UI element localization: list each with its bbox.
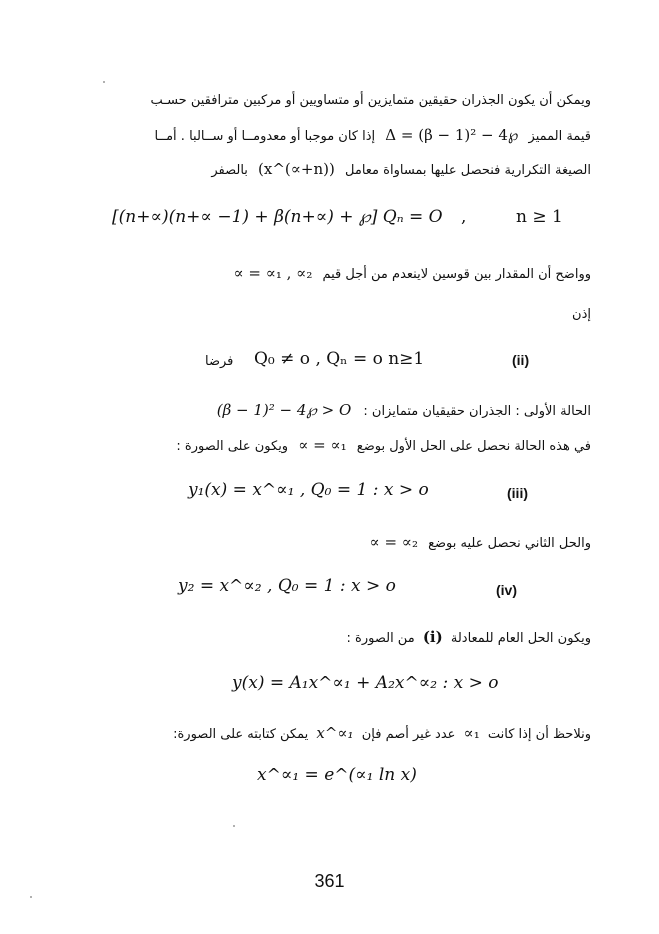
p1-line2-text: قيمة المميز — [528, 129, 591, 144]
paragraph-line-2 — [155, 126, 591, 144]
page-number: 361 — [314, 871, 345, 891]
note-line — [173, 724, 591, 742]
equation-ii-note: فرضا — [205, 354, 234, 369]
exponential-form-equation: x^∝₁ = e^(∝₁ ln x) — [257, 765, 417, 785]
scan-speck — [233, 825, 235, 827]
case-one-title: الحالة الأولى : الجذران حقيقيان متمايزان : — [363, 404, 591, 419]
equation-label-iii: (iii) — [507, 485, 528, 501]
scan-speck — [103, 81, 105, 83]
equation-iv: y₂ = x^∝₂ , Q₀ = 1 : x > o — [178, 576, 396, 596]
note-text-c: يمكن كتابته على الصورة: — [173, 727, 309, 742]
roots-text: وواضح أن المقدار بين قوسين لاينعدم من أجل قيم — [322, 267, 591, 282]
equation-label-iv: (iv) — [496, 582, 517, 598]
recurrence-separator: , — [461, 207, 467, 227]
equation-iii: y₁(x) = x^∝₁ , Q₀ = 1 : x > o — [188, 480, 429, 500]
discriminant-formula: Δ = (β − 1)² − 4℘ — [385, 126, 519, 144]
note-power: x^∝₁ — [316, 724, 354, 742]
scan-speck — [30, 896, 32, 898]
paragraph-line-3 — [211, 160, 591, 178]
note-text-b: عدد غير أصم فإن — [361, 727, 456, 742]
case-one-condition: (β − 1)² − 4℘ > O — [216, 401, 352, 419]
paragraph-line-1: ويمكن أن يكون الجذران حقيقين متمايزين أو متساويين أو مركبين مترافقين حسـب — [150, 93, 591, 108]
second-solution-alpha2: ∝ = ∝₂ — [369, 533, 418, 551]
general-solution-line — [347, 628, 591, 646]
recurrence-condition: n ≥ 1 — [516, 207, 563, 227]
recurrence-equation: [(n+∝)(n+∝ −1) + β(n+∝) + ℘] Qₙ = O — [112, 207, 443, 227]
paragraph-roots-statement — [233, 264, 591, 282]
p1-line3-a: الصيغة التكرارية فنحصل عليها بمساواة معامل — [345, 163, 591, 178]
second-solution-text: والحل الثاني نحصل عليه بوضع — [428, 536, 591, 551]
note-alpha1: ∝₁ — [463, 724, 480, 742]
case-one-alpha1: ∝ = ∝₁ — [298, 436, 347, 454]
case-one-heading — [217, 401, 591, 419]
power-term-formula: (x^(∝+n)) — [258, 160, 335, 178]
equation-label-ii: (ii) — [512, 352, 530, 368]
roots-values: ∝ = ∝₁ , ∝₂ — [233, 264, 313, 282]
equation-ii: Q₀ ≠ o , Qₙ = o n≥1 — [254, 349, 425, 369]
case-one-line2-b: ويكون على الصورة : — [176, 439, 289, 454]
therefore-word: إذن — [572, 307, 591, 322]
case-one-line2-a: في هذه الحالة نحصل على الحل الأول بوضع — [356, 439, 591, 454]
second-solution-line — [370, 533, 591, 551]
general-text-b: من الصورة : — [346, 631, 415, 646]
case-one-line-2 — [176, 436, 591, 454]
general-solution-equation: y(x) = A₁x^∝₁ + A₂x^∝₂ : x > o — [232, 673, 499, 693]
equation-ref-i: (i) — [422, 628, 443, 646]
p1-line2-tail: إذا كان موجبا أو معدومــا أو ســالبا . أمــا — [154, 129, 376, 144]
p1-line3-b: بالصفر — [211, 163, 248, 178]
general-text-a: ويكون الحل العام للمعادلة — [450, 631, 591, 646]
note-text-a: ونلاحظ أن إذا كانت — [487, 727, 591, 742]
